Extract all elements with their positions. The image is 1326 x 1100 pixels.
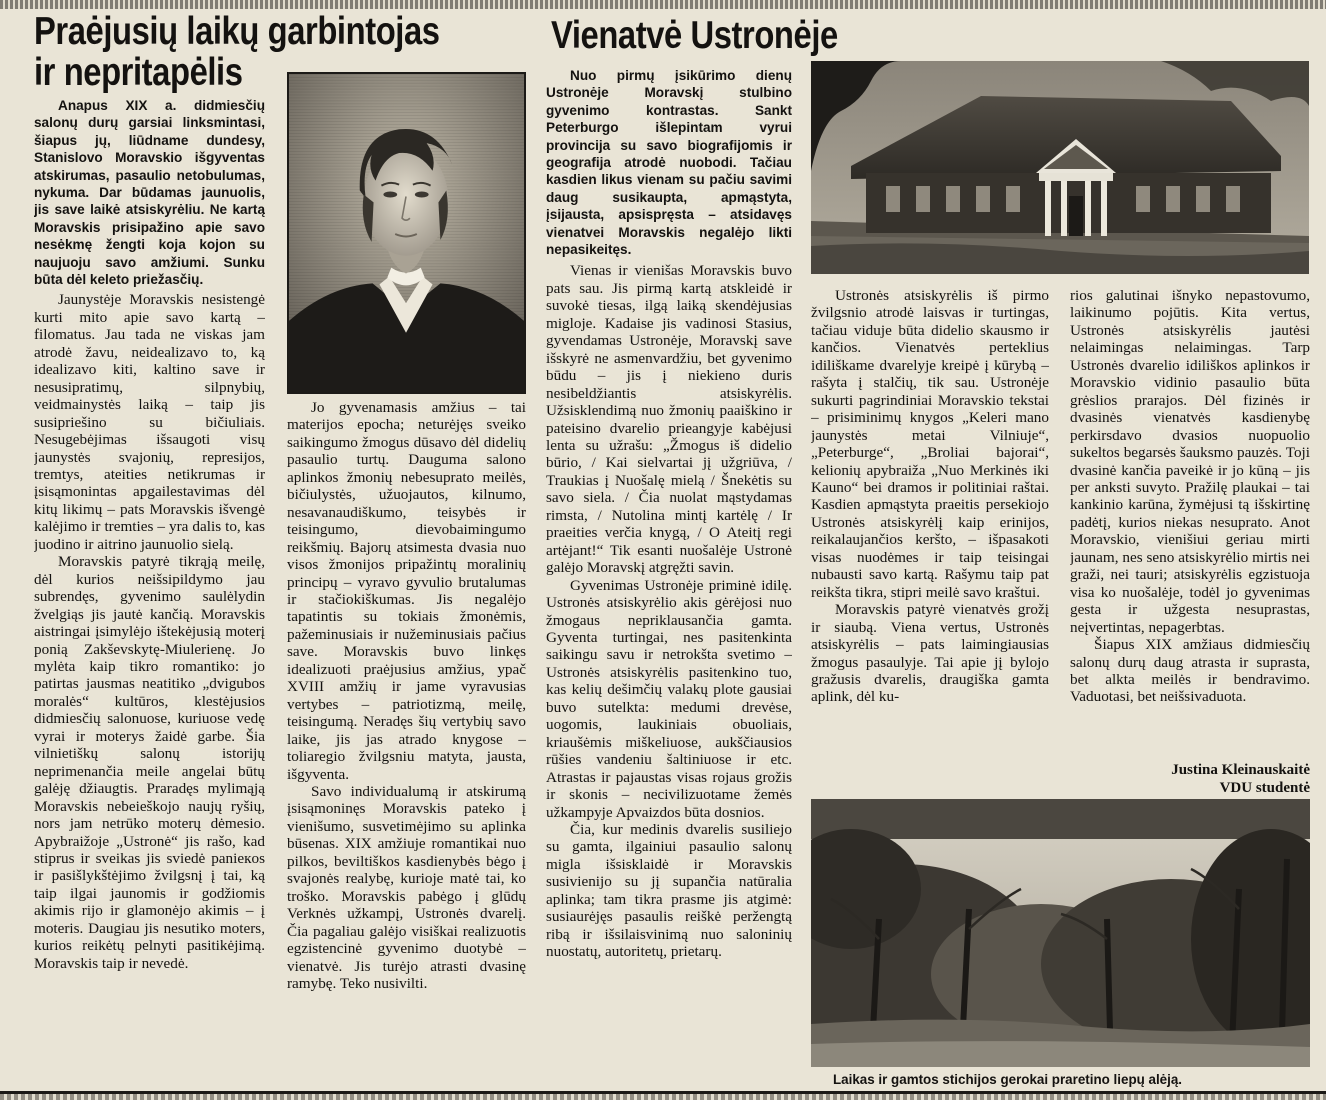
article1-lead xyxy=(34,97,265,288)
article2-paragraph: Šiapus XIX amžiaus didmiesčių salonų durų daug atrasta ir suprasta, bet alkta meilės ir bendravimo. Vaduotasi, bet neišsivaduota. xyxy=(1070,636,1310,706)
article2-lead-text: Nuo pirmų įsikūrimo dienų Ustronėje Moravskį stulbino gyvenimo kontrastas. Sankt Peterburgo išlepintam vyrui provincija su savo biografijomis ir geografija atrodė nuobodi. Tačiau kasdien likus vienam su pačiu savimi daug susikaupta, apmąstyta, įsijausta, apsispręsta – atsidavęs vienatvei Moravskis negalėjo likti nepasikeitęs. xyxy=(546,68,792,258)
article2-column3 xyxy=(546,67,792,1085)
top-cropped-text-strip xyxy=(0,0,1326,9)
article1-paragraph: Jaunystėje Moravskis nesistengė kurti mito apie savo kartą – filomatus. Jau tada ne viskas jam atrodė žavu, neidealizavo to, ką idealizavo kiti, kaltino save ir nesusipratimų, silpnybių, veidmainystės laiką – taip jis susipriešino su bičiuliais. Nesugebėjimas išsaugoti visų jaunystės svajonių, represijos, tremtys, ateities netikrumas ir įsisąmonintas apgailestavimas dėl kitų likimų – pats Moravskis išvengė kalėjimo ir tremties – yra dalis to, kas juodino ir aitrino jaunuolio sielą. xyxy=(34,291,265,553)
article2-paragraph: Čia, kur medinis dvarelis susiliejo su gamta, ilgainiui pasaulio salonų migla išsisklaidė ir Moravskis susivienijo su jį supančia natūralia aplinka; tam tikra prasme jis atgimė: susiaurėjęs pasaulis reiškė peržengtą ribą ir išsilaisvinimą nuo saloninių nuostatų, autoritetų, prietarų. xyxy=(546,820,792,961)
article2-paragraph: Gyvenimas Ustronėje priminė idilę. Ustronės atsiskyrėlio akis gėrėjosi nuo žmogaus nepriklausančia gamta. Gyventa turtingai, nes pasitenkinta saikingu savu ir netrokšta svetimo – Ustronės atsiskyrėlis pasitenkino tuo, kas kelių dešimčių valakų plote gausiai buvo sutelkta: medumi drevėse, uogomis, laukiniais obuoliais, kriaušėmis miškeliuose, aukščiausios rūšies vandeniu šaltiniuose ir etc. Atrastas ir pajaustas visas rojaus grožis ir skonis – necivilizuotame žemės užkampyje Apvaizdos būta dosnios. xyxy=(546,576,792,821)
manor-house-photo xyxy=(811,61,1309,274)
article1-paragraph: Jo gyvenamasis amžius – tai materijos epocha; neturėjęs sveiko saikingumo žmogus dūsavo dėl didelių pasaulio turtų. Dauguma salono aplinkos žmonių nebesuprato meilės, bičiulystės, užuojautos, kilnumo, nesavanaudiškumo, teisybės ir teisingumo, dievobaimingumo reikšmių. Bajorų atsimesta dvasia nuo visos žmonijos pripažintų moralinių principų – vyravo gyvulio brutalumas ir stačiokiškumas. Jis negalėjo tapatintis su tokiais žmonėmis, pažeminusiais ir nužeminusiais pačius save. Moravskis buvo linkęs idealizuoti praėjusius amžius, ypač XVIII amžių ir jame vyravusias vertybes – patriotizmą, meilę, teisingumą. Neradęs šių vertybių savo laike, jis jas atrado knygose – toliaregio žvilgsniu matyta, jausta, išgyventa. xyxy=(287,399,526,783)
author-signature xyxy=(1070,761,1310,797)
manor-house-illustration xyxy=(811,61,1309,274)
article2-paragraph: Ustronės atsiskyrėlis iš pirmo žvilgsnio atrodė laisvas ir turtingas, tačiau viduje būta didelio skausmo ir kančios. Vienatvės perteklius idiliškame dvarelyje kreipė į kūrybą – rašyta į stalčių, tik sau. Ustronėje sukurti pagrindiniai Moravskio tekstai – prisiminimų knygos „Keleri mano jaunystės metai Vilniuje“, „Peterburge“, „Broliai bajorai“, kelionių apybraiža „Nuo Merkinės iki Kauno“ bei dramos ir politiniai raštai. Kasdien apmąstyta praeitis persekiojo Ustronės atsiskyrėlį kaip erinijos, reikalaujančios keršto, – išpasakoti visas nuodėmes ir taip teisingai nubausti savo kartą. Rašymu taip pat reikšta tikra, stipri meilė savo kraštui. xyxy=(811,287,1049,601)
article1-title-line1: Praėjusių laikų garbintojas xyxy=(34,10,440,53)
article2-paragraph: Vienas ir vienišas Moravskis buvo pats sau. Jis pirmą kartą atskleidė ir suvokė tiesas, ilgą laiką skendėjusias migloje. Kadaise jis vadinosi Stasius, gyvendamas Ustronėje, Moravskį save išskyrė ne asmenvardžiu, bet gyvenimo būdu – jis į niekieno duris nesibeldžiantis atsiskyrėlis. Užsisklendimą nuo žmonių paaiškino ir patеisino dvarelio prieangyje kabėjusi lenta su užrašu: „Žmogus iš didelio būrio, / Kai sielvartai jį užgriūva, / Traukias į Nuošalę mielą / Šnekėtis su savo siela. / Čia nuolat mąstydamas rimsta, / Nutolina mintį kartėlę / Ir praeities verčia knygą, / O Ateitį regi artėjant!“ Tik esanti nuošalėje Ustronė galėjo Moravskį atgręžti savin. xyxy=(546,262,792,577)
article2-title: Vienatvė Ustronėje xyxy=(551,14,838,57)
portrait-illustration xyxy=(289,74,524,392)
author-name: Justina Kleinauskaitė xyxy=(1171,762,1310,778)
article1-column1 xyxy=(34,97,265,1085)
article2-paragraph: Moravskis patyrė vienatvės grožį ir siaubą. Viena vertus, Ustronės atsiskyrėlis – pats laimingiausias žmogus pasaulyje. Tai apie jį bylojo gražusis dvarelis, draugiška gamta aplink, dėl ku- xyxy=(811,601,1049,706)
article1-paragraph: Moravskis patyrė tikrąją meilę, dėl kurios neišsipildymo jau subrendęs, gyvenimo saulėlydin žvelgiąs jis jautė kančią. Moravskis aistringai įsimylėjo ištekėjusią moterį ponią Zakševskytę-Miulerienę. Jo mylėta kaip tikro romantiko: jo patirtas jausmas neatitiko „dvigubos moralės“ kultūros, klestėjusios didmiesčių salonuose, kuriuose vedę vyrai ir moterys žaidė garbe. Šia vilnietiškų salonų istorijų neprimenančia meile angelai būtų galėję džiaugtis. Praradęs mylimąją Moravskis nebeieškojo naujų ryšių, nors jam netrūko moterų dėmesio. Apybraižoje „Ustronė“ jis rašo, kad stiprus ir sveikas jis sviedė panieкos ir pasišlykštėjimo žvilgsnį į tai, ką taip ilgai jaunomis ir godžiomis akimis rijo ir glamonėjo akimis – į moteris. Daugiau jis nesutiko moters, kurios reikėtų pelnyti pasitikėjimą. Moravskis taip ir nevedė. xyxy=(34,553,265,972)
linden-alley-illustration xyxy=(811,799,1310,1067)
article2-lead xyxy=(546,67,792,258)
linden-alley-photo xyxy=(811,799,1310,1067)
bottom-cropped-strip xyxy=(0,1094,1326,1100)
portrait-engraving xyxy=(287,72,526,394)
article1-column2 xyxy=(287,399,526,1085)
article1-lead-text: Anapus XIX a. didmiesčių salonų durų garsiai linksmintasi, šiapus jų, liūdname dundesy, Stanislovo Moravskio išgyventas atskirumas, pasaulio netobulumas, nykuma. Dar būdamas jaunuolis, jis save laikė atsiskyrėliu. Ne kartą Moravskis prisipažino apie savo nesėkmę žengti koja kojon su naujuoju savo amžiumi. Sunku būta dėl keleto priežasčių. xyxy=(34,98,265,288)
article1-title-line2: ir nepritapėlis xyxy=(34,51,243,94)
article2-column4 xyxy=(811,287,1049,795)
article1-paragraph: Savo individualumą ir atskirumą įsisąmoninęs Moravskis pateko į vienišumo, susvetimėjimo su aplinka būsenas. XIX amžiuje romantikai nuo pilkos, beviltiškos kasdienybės bėgo į svajonės realybę, kurioje matė tai, ko troško. Moravskis pabėgo į glūdų Verknės užkampį, Ustronės dvarelį. Čia pagaliau galėjo visiškai realizuotis egzistencinė gyvenimo duotybė – vienatvė. Jis turėjo atrasti dvasinę ramybę. Teko nusivilti. xyxy=(287,782,526,992)
article2-paragraph: rios galutinai išnyko nepastovumo, laikinumo pojūtis. Kita vertus, Ustronės atsiskyrėlis jautėsi nelaimingas nelaimingas. Tarp Ustronės dvarelio idiliškos aplinkos ir Moravskio vidinio pasaulio būta grėslios prarajos. Dėl fizinės ir dvasinės vienatvės kasdienybę perkirsdavo dvasios nuopuolio sukeltos begarsės šauksmo pauzės. Toji dvasinė kančia paveikė ir jo kūną – jis per anksti suvyto. Pražilę plaukai – tai kankinio karūna, žymėjusi tą išskirtinę padėtį, kurios niekas nesuprato. Anot Moravskio, vienišiui geriau mirti jaunam, nes seno atsiskyrėlio mirtis nei graži, nei tauri; atsiskyrėlis egzistuoja visa ko nuošalėje, todėl jo gyvenimas gesta ir užgesta nesuprastas, neįvertintas, nepagerbtas. xyxy=(1070,287,1310,636)
photo-caption: Laikas ir gamtos stichijos gerokai praretino liepų alėją. xyxy=(833,1072,1183,1087)
article2-column5 xyxy=(1070,287,1310,759)
author-role: VDU studentė xyxy=(1219,780,1310,796)
